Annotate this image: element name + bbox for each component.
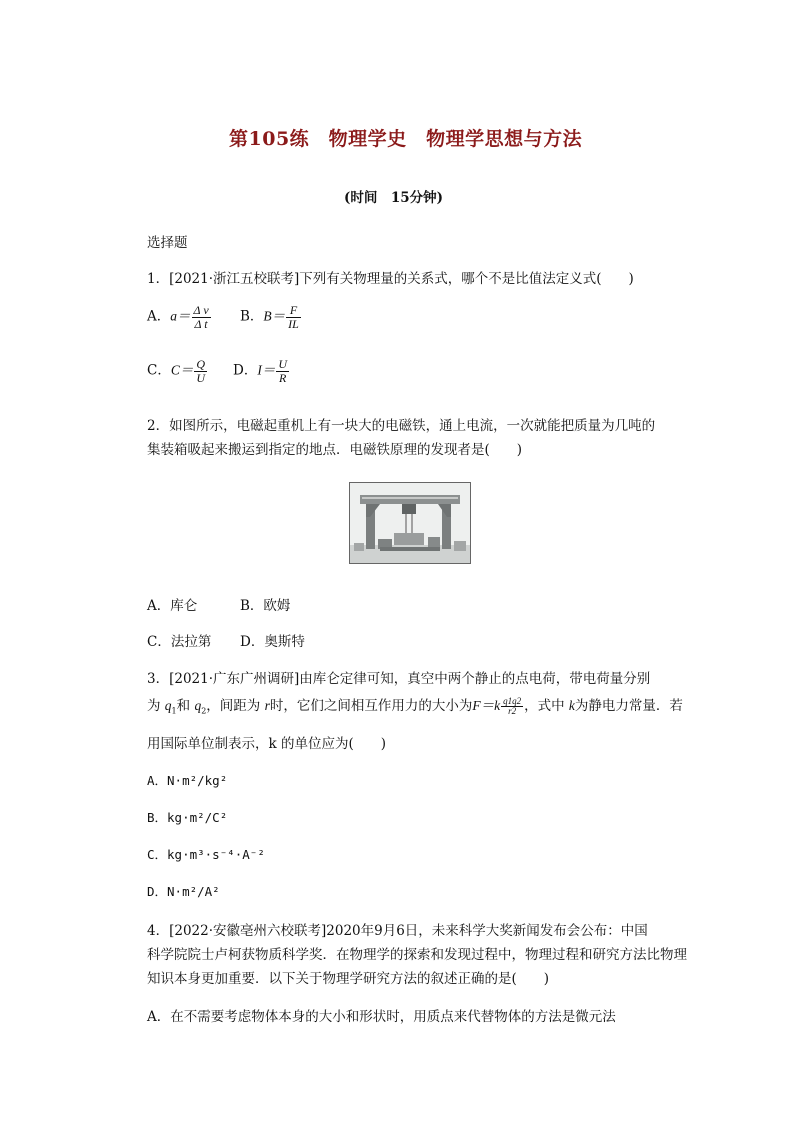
q3-text-d: ，式中	[524, 698, 569, 714]
q2-option-b: B．欧姆	[240, 598, 291, 614]
q3-r: r	[264, 698, 270, 713]
q1-c-fraction	[194, 358, 207, 384]
q3-option-c: C．kg·m³·s⁻⁴·A⁻²	[147, 847, 265, 862]
q1-c-lhs: C＝	[170, 362, 194, 378]
q3-formula-lhs: F＝k	[472, 698, 501, 713]
q1-a-label: A．	[147, 308, 171, 325]
q1-a-lhs: a＝	[170, 308, 191, 324]
q1-option-b	[240, 304, 302, 330]
q1-stem: 1．[2021·浙江五校联考]下列有关物理量的关系式，哪个不是比值法定义式( )	[147, 271, 634, 287]
q3-stem-line2	[147, 694, 683, 716]
section-heading: 选择题	[147, 235, 188, 251]
q2-option-a: A．库仑	[147, 598, 198, 614]
q1-b-fraction	[286, 304, 301, 330]
q3-formula-num: q1q2	[503, 695, 522, 706]
q2-option-c: C．法拉第	[147, 634, 212, 650]
gantry-crane-image	[349, 482, 471, 564]
q3-text-and: 和	[176, 698, 195, 714]
q1-d-fraction	[276, 358, 289, 384]
q3-text-b: ，间距为	[206, 698, 265, 714]
q3-q2: q	[194, 698, 202, 713]
q3-option-d: D．N·m²/A²	[147, 884, 220, 899]
q1-option-a	[147, 304, 212, 330]
q2-stem-line1: 2．如图所示，电磁起重机上有一块大的电磁铁，通上电流，一次就能把质量为几吨的	[147, 418, 656, 434]
q3-stem-line3: 用国际单位制表示，k 的单位应为( )	[147, 736, 387, 752]
q3-q1-sub: 1	[171, 706, 177, 716]
q3-q2-sub: 2	[201, 706, 207, 716]
q3-k: k	[568, 698, 575, 713]
q3-formula-fraction	[501, 697, 523, 717]
q1-c-label: C．	[147, 362, 171, 379]
q3-text-e: 为静电力常量．若	[574, 698, 683, 714]
q4-stem-line3: 知识本身更加重要．以下关于物理学研究方法的叙述正确的是( )	[147, 971, 550, 987]
q1-option-d	[233, 358, 290, 384]
q3-q1: q	[164, 698, 172, 713]
q1-option-c	[147, 358, 208, 384]
q1-b-label: B．	[240, 308, 264, 325]
q1-c-den: U	[196, 370, 206, 385]
q4-stem-line1: 4．[2022·安徽亳州六校联考]2020年9月6日，未来科学大奖新闻发布会公布：中国	[147, 923, 648, 939]
q1-d-lhs: I＝	[257, 362, 276, 378]
q1-d-label: D．	[233, 362, 258, 379]
time-note: (时间 15分钟)	[344, 190, 444, 206]
q2-stem-line2: 集装箱吸起来搬运到指定的地点．电磁铁原理的发现者是( )	[147, 442, 523, 458]
q3-formula-den: r2	[508, 706, 517, 716]
q1-d-den: R	[278, 370, 287, 385]
q2-option-d: D．奥斯特	[240, 634, 305, 650]
q4-stem-line2: 科学院院士卢柯获物质科学奖．在物理学的探索和发现过程中，物理过程和研究方法比物理	[147, 947, 687, 963]
q1-b-den: IL	[288, 316, 299, 331]
q1-a-den: Δ t	[194, 316, 208, 331]
q3-text-c: 时，它们之间相互作用力的大小为	[269, 698, 473, 714]
q3-stem-line1: 3．[2021·广东广州调研]由库仑定律可知，真空中两个静止的点电荷，带电荷量分别	[147, 671, 651, 687]
q3-option-b: B．kg·m²/C²	[147, 810, 228, 825]
q3-option-a: A．N·m²/kg²	[147, 773, 228, 788]
gantry-crane-illustration	[350, 483, 470, 563]
q1-a-num: Δ v	[193, 303, 209, 317]
q1-a-fraction	[192, 304, 211, 330]
q3-text-a: 为	[147, 698, 165, 714]
q1-c-num: Q	[196, 357, 206, 371]
q1-b-lhs: B＝	[263, 308, 286, 324]
q1-b-num: F	[286, 304, 301, 318]
page-title: 第105练 物理学史 物理学思想与方法	[229, 128, 583, 150]
q4-option-a: A．在不需要考虑物体本身的大小和形状时，用质点来代替物体的方法是微元法	[147, 1009, 616, 1025]
q1-d-num: U	[278, 357, 287, 371]
